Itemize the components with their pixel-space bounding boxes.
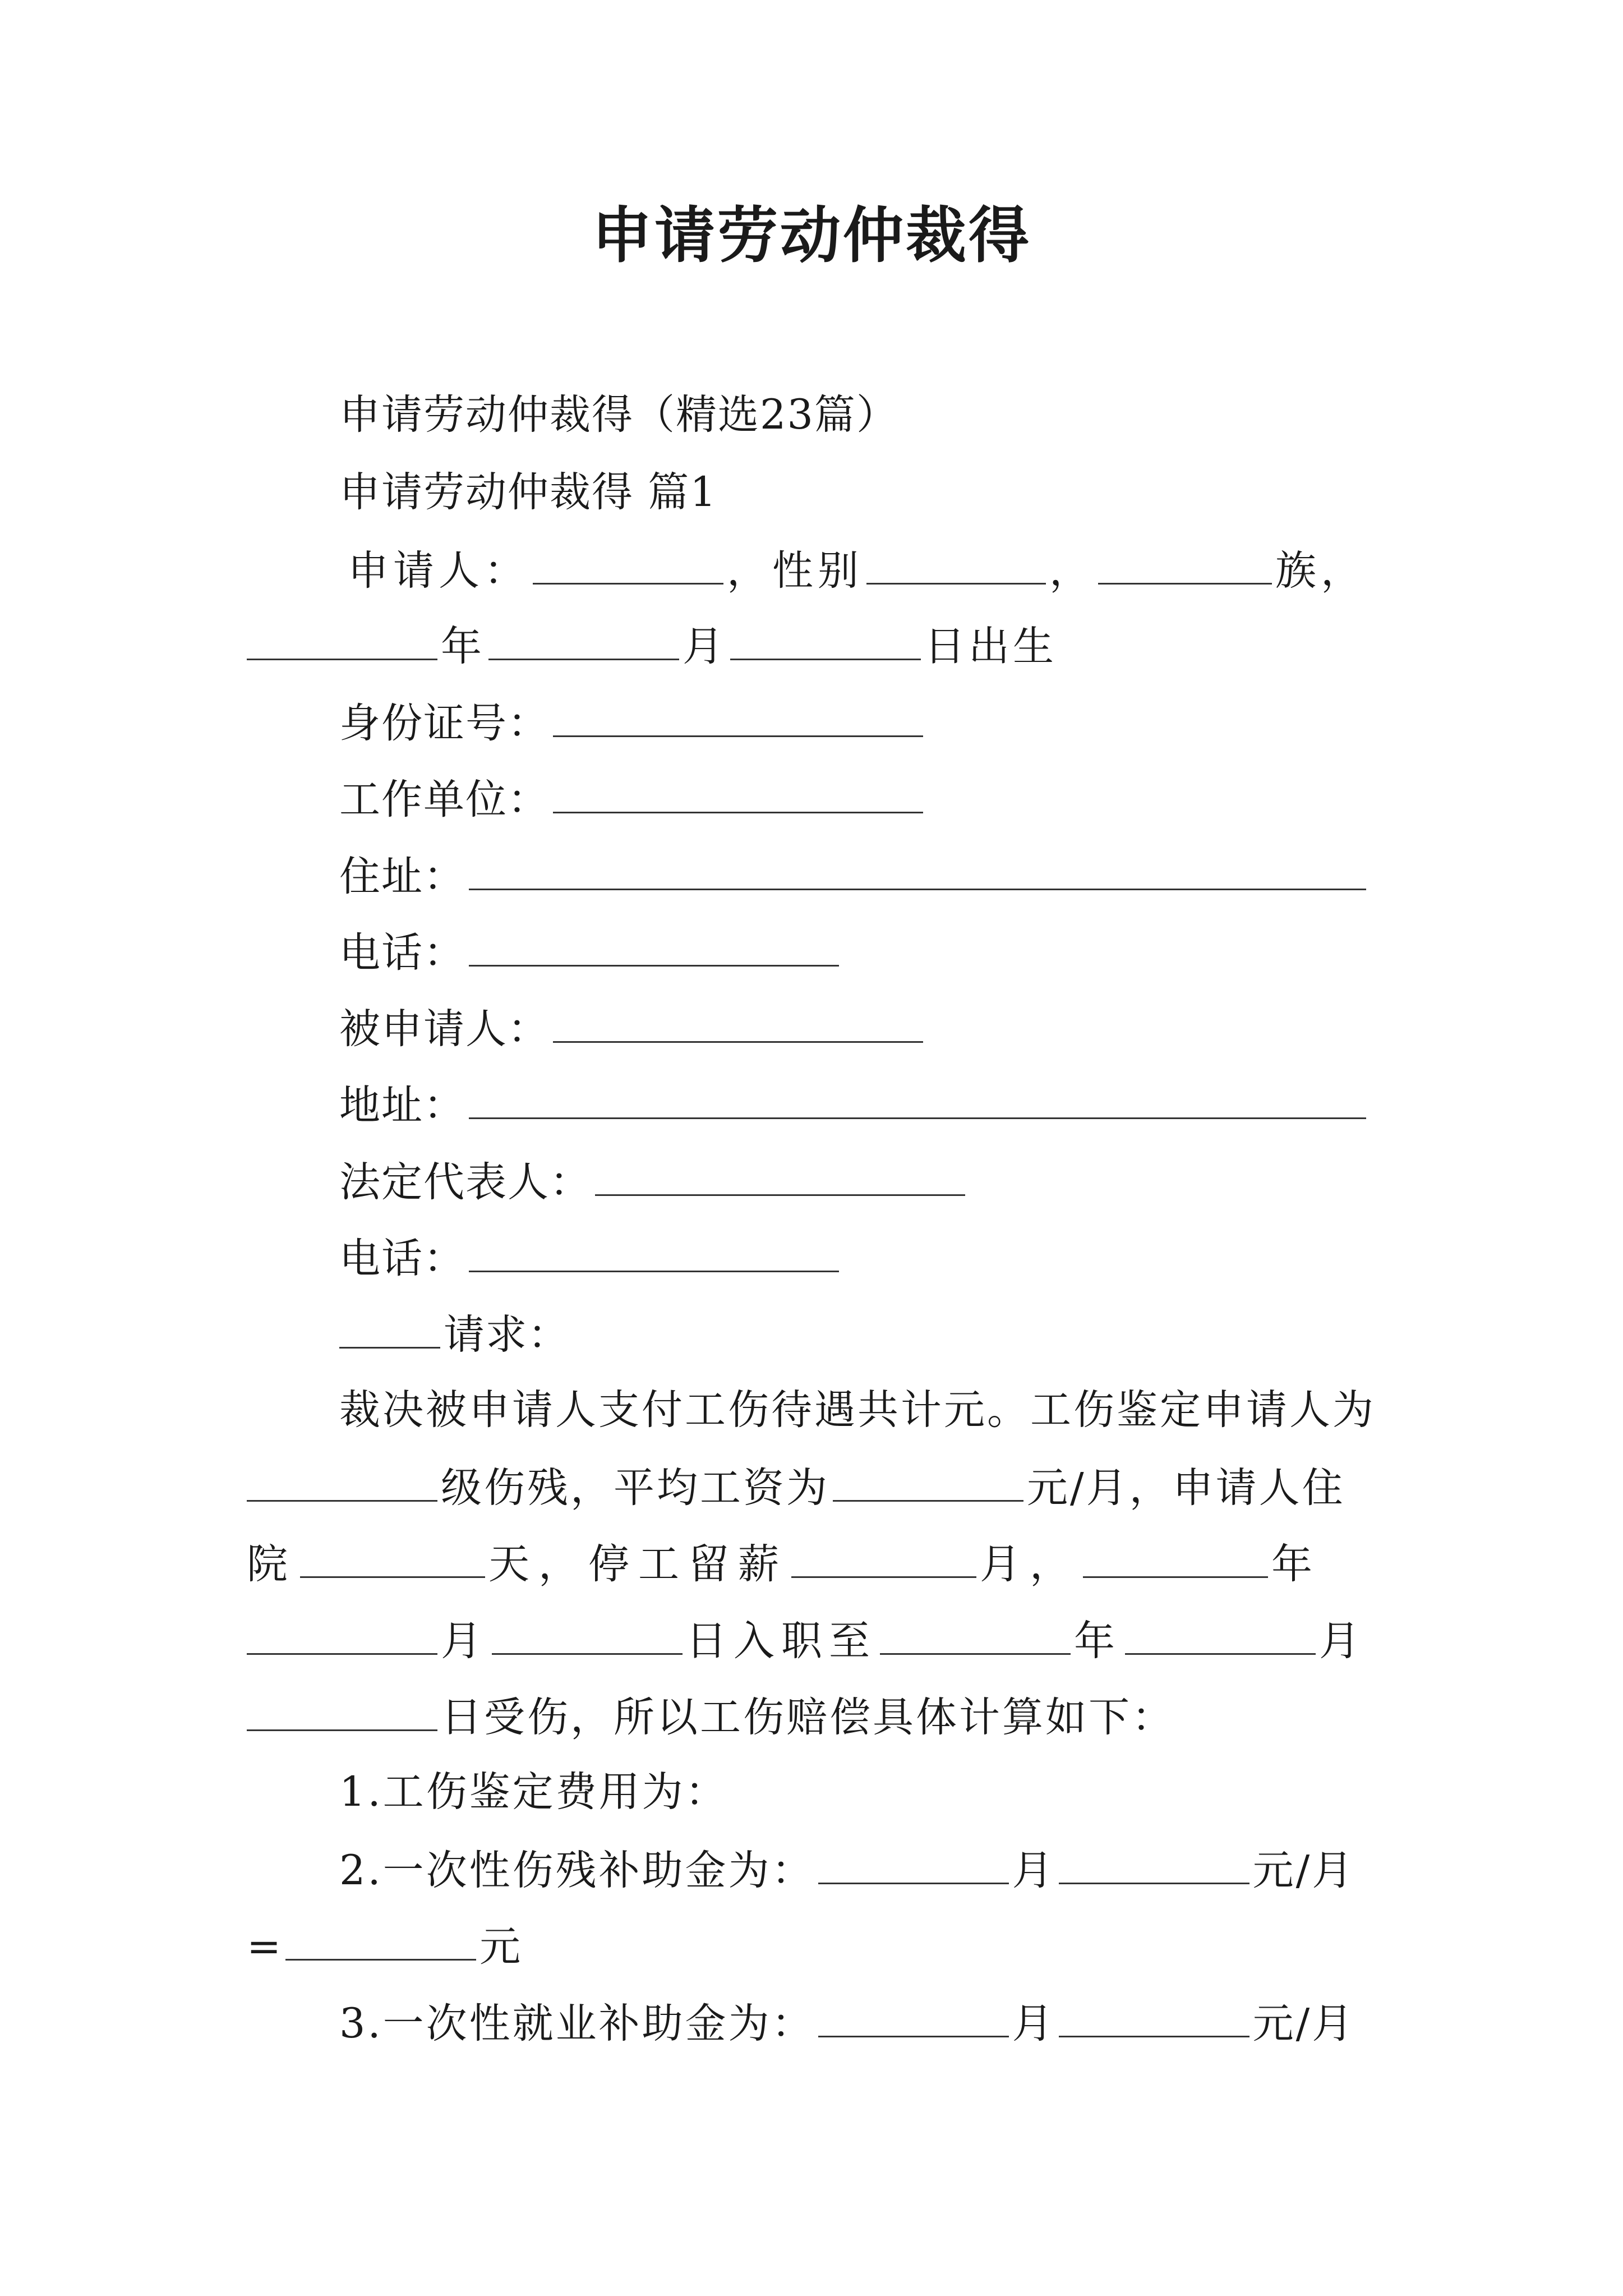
birth-day-blank (730, 617, 921, 660)
work-unit-blank (553, 770, 923, 813)
entry-month-blank (247, 1612, 437, 1655)
applicant-address-blank (469, 847, 1366, 890)
applicant-name-blank (533, 541, 723, 585)
leave-months-blank (791, 1535, 976, 1578)
part-heading: 申请劳动仲裁得 篇1 (339, 468, 717, 516)
yuan-label: 元 (479, 1923, 522, 1971)
birth-month-blank (488, 617, 679, 660)
item-2-salary-blank (1059, 1841, 1249, 1884)
entry-year-blank (1083, 1535, 1268, 1578)
item-3-months-blank (818, 1994, 1009, 2037)
injury-calc-label: 日受伤，所以工伤赔偿具体计算如下： (441, 1694, 1175, 1741)
hospital-days-blank (300, 1535, 485, 1578)
item-2-months-blank (818, 1841, 1009, 1884)
year-label-2: 年 (1271, 1540, 1321, 1588)
injury-day-blank (247, 1688, 437, 1731)
respondent-blank (553, 1000, 923, 1043)
leave-label: 天，停工留薪 (488, 1540, 788, 1588)
month-comma-label: 月， (980, 1540, 1080, 1588)
document-title: 申请劳动仲裁得 (591, 200, 1031, 271)
applicant-phone-blank (469, 923, 839, 967)
requests-blank (339, 1305, 440, 1349)
applicant-address-line (339, 847, 1370, 905)
applicant-phone-line (339, 923, 842, 981)
applicant-line (348, 541, 1366, 599)
respondent-line (339, 1000, 926, 1057)
item-2-total-blank (285, 1917, 476, 1961)
body-line-2 (247, 1458, 1345, 1516)
body-line-5 (247, 1688, 1175, 1746)
respondent-label: 被申请人： (339, 1005, 550, 1053)
id-number-label: 身份证号： (339, 700, 550, 747)
item-3-label: 3.一次性就业补助金为： (339, 2000, 815, 2047)
respondent-address-blank (469, 1076, 1366, 1119)
document-subtitle: 申请劳动仲裁得（精选23篇） (339, 391, 898, 439)
work-unit-line (339, 770, 926, 828)
respondent-phone-line (339, 1229, 842, 1287)
legal-rep-label: 法定代表人： (339, 1158, 592, 1206)
month-label-3: 月 (1319, 1617, 1367, 1665)
item-2-result (247, 1917, 522, 1975)
respondent-phone-blank (469, 1229, 839, 1272)
ethnicity-blank (1098, 541, 1272, 585)
comma: ， (1049, 547, 1095, 595)
ethnicity-label: 族， (1275, 547, 1366, 595)
month-label: 月 (683, 623, 727, 670)
requests-line (339, 1305, 570, 1363)
item-3 (339, 1994, 1355, 2052)
body-line-3 (247, 1535, 1321, 1593)
requests-label: 请求： (444, 1311, 570, 1359)
item-2 (339, 1841, 1355, 1899)
entry-day-blank (492, 1612, 683, 1655)
avg-salary-blank (833, 1458, 1023, 1502)
injury-year-blank (880, 1612, 1071, 1655)
applicant-label: 申请人： (348, 547, 529, 595)
birth-year-blank (247, 617, 437, 660)
applicant-address-label: 住址： (339, 853, 465, 900)
item-2-unit-label: 元/月 (1252, 1847, 1355, 1894)
disability-level-label: 级伤残，平均工资为 (441, 1464, 829, 1512)
hospital-label: 院 (247, 1540, 297, 1588)
avg-salary-label: 元/月，申请人住 (1027, 1464, 1345, 1512)
month-label-2: 月 (441, 1617, 488, 1665)
item-3-month-label: 月 (1012, 2000, 1055, 2047)
item-1: 1.工伤鉴定费用为： (339, 1768, 728, 1816)
id-number-blank (553, 694, 923, 737)
respondent-address-label: 地址： (339, 1082, 465, 1129)
equals-sign: = (247, 1923, 283, 1971)
item-3-salary-blank (1059, 1994, 1249, 2037)
entry-to-label: 日入职至 (686, 1617, 877, 1665)
legal-rep-blank (595, 1153, 965, 1196)
body-line-4 (247, 1612, 1367, 1669)
year-label-3: 年 (1074, 1617, 1122, 1665)
item-3-unit-label: 元/月 (1252, 2000, 1355, 2047)
born-label: 日出生 (924, 623, 1057, 670)
year-label: 年 (441, 623, 485, 670)
injury-month-blank (1125, 1612, 1316, 1655)
item-2-label: 2.一次性伤残补助金为： (339, 1847, 815, 1894)
disability-level-blank (247, 1458, 437, 1502)
id-number-line (339, 694, 926, 752)
gender-blank (866, 541, 1046, 585)
work-unit-label: 工作单位： (339, 776, 550, 823)
body-line-1: 裁决被申请人支付工伤待遇共计元。工伤鉴定申请人为 (339, 1386, 1376, 1434)
gender-label: ，性别 (727, 547, 863, 595)
item-2-month-label: 月 (1012, 1847, 1055, 1894)
respondent-address-line (339, 1076, 1370, 1134)
legal-rep-line (339, 1153, 969, 1211)
birth-line (247, 617, 1057, 675)
applicant-phone-label: 电话： (339, 929, 465, 977)
respondent-phone-label: 电话： (339, 1235, 465, 1282)
